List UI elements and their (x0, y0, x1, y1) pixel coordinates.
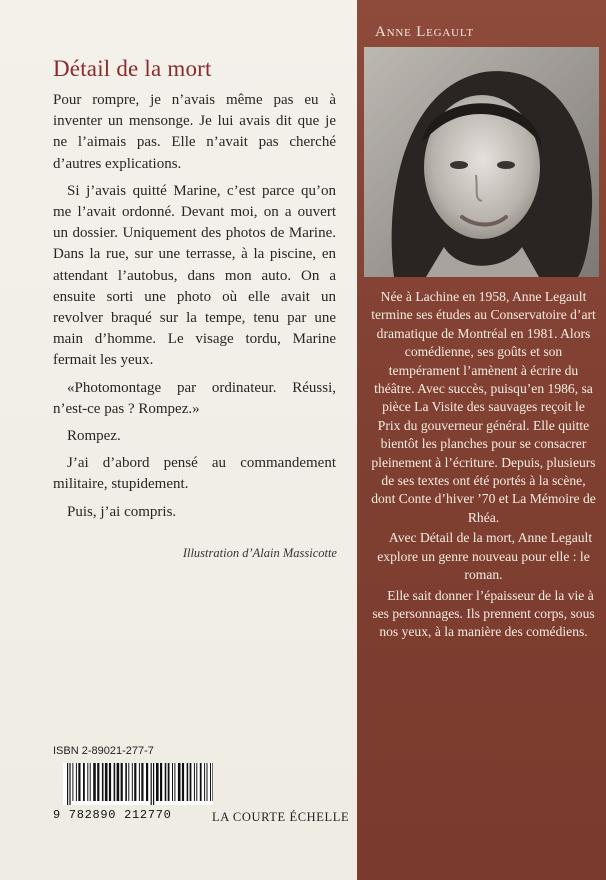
barcode-bar (212, 763, 213, 801)
barcode-bar (194, 763, 195, 801)
barcode-bar (83, 763, 85, 801)
barcode-bar (146, 763, 148, 801)
author-name-text: Anne Legault (375, 24, 474, 40)
barcode-bar (76, 763, 77, 801)
excerpt-paragraph: Puis, j’ai compris. (67, 503, 177, 520)
author-name (375, 24, 474, 41)
barcode-bar (117, 763, 120, 801)
barcode-bar (196, 763, 197, 801)
barcode-number: 9 782890 212770 (53, 808, 172, 822)
barcode-bar (178, 763, 181, 801)
illustration-credit: Illustration d’Alain Massicotte (182, 546, 337, 560)
barcode-bar (160, 763, 162, 801)
barcode-bar (90, 763, 91, 801)
barcode-bar (128, 763, 129, 801)
book-excerpt (53, 90, 336, 529)
barcode-bar (121, 763, 123, 801)
bio-paragraph: Elle sait donner l’épaisseur de la vie à ses personnages. Ils prennent corps, sous nos yeux, à la manière des comédiens. (372, 587, 595, 640)
excerpt-paragraph: Pour rompre, je n’avais même pas eu à inventer un mensonge. Je lui avais dit que je ne l’aimais pas. Elle n’avait pas cherché d’autres explications. (53, 92, 336, 172)
barcode-bar (109, 763, 111, 801)
barcode-bar (151, 763, 152, 805)
barcode-bar (210, 763, 211, 801)
barcode-bar (168, 763, 170, 801)
barcode-bar (97, 763, 99, 801)
barcode-bar (125, 763, 127, 801)
isbn-label: ISBN 2-89021-277-7 (53, 745, 154, 757)
barcode-bar (132, 763, 133, 801)
barcode-bar (187, 763, 189, 801)
barcode-bar (156, 763, 159, 801)
barcode-bar (93, 763, 96, 801)
excerpt-paragraph: J’ai d’abord pensé au commandement militaire, stupidement. (53, 455, 336, 493)
barcode-bar (165, 763, 167, 801)
barcode-bar (204, 763, 205, 801)
barcode-bar (69, 763, 70, 805)
book-title: Détail de la mort (53, 56, 212, 81)
author-photo (364, 47, 599, 277)
barcode-bar (153, 763, 154, 805)
barcode-bar (207, 763, 208, 801)
barcode-bar (114, 763, 116, 801)
barcode-bar (102, 763, 104, 801)
barcode-bar (200, 763, 202, 801)
author-portrait-icon (364, 47, 599, 277)
barcode (63, 763, 213, 805)
barcode-bar (190, 763, 192, 801)
barcode-bar (141, 763, 143, 801)
bio-paragraph: Née à Lachine en 1958, Anne Legault termine ses études au Conservatoire d’art dramatique de Montréal en 1981. Alors comédienne, ses goûts et son tempérament l’amènent à écrire du théâtre. Avec succès, puisqu’en 1986, sa pièce La Visite des sauvages reçoit le Prix du gouverneur général. Elle quitte bientôt les planches pour se consacrer pleinement à l’écriture. Depuis, plusieurs de ses textes ont été portés à la scène, dont Conte d’hiver ’70 et La Mémoire de Rhéa. (371, 289, 596, 525)
barcode-bar (139, 763, 140, 801)
barcode-bar (174, 763, 175, 801)
barcode-bar (182, 763, 184, 801)
bio-paragraph: Avec Détail de la mort, Anne Legault explore un genre nouveau pour elle : le roman. (377, 530, 593, 583)
barcode-bar (87, 763, 88, 801)
publisher-name: LA COURTE ÉCHELLE (212, 810, 350, 824)
barcode-graphic (63, 763, 213, 805)
author-bio (371, 288, 596, 644)
barcode-bar (172, 763, 173, 801)
author-panel (357, 0, 606, 880)
barcode-bar (105, 763, 108, 801)
barcode-bar (67, 763, 68, 805)
excerpt-paragraph: «Photomontage par ordinateur. Réussi, n’est-ce pas ? Rompez.» (53, 379, 336, 417)
barcode-bar (134, 763, 136, 801)
barcode-bar (72, 763, 73, 801)
barcode-bar (78, 763, 80, 801)
excerpt-paragraph: Rompez. (67, 428, 121, 445)
excerpt-paragraph: Si j’avais quitté Marine, c’est parce qu’on me l’avait ordonné. Devant moi, on a ouvert un dossier. Uniquement des photos de Marine. Dans la rue, sur une terrasse, à la piscine, en attendant l’autobus, dans mon auto. On a ensuite sorti une photo où elle avait un revolver braqué sur la tempe, tenu par une main d’homme. Le visage tordu, Marine fermait les yeux. (53, 182, 336, 369)
